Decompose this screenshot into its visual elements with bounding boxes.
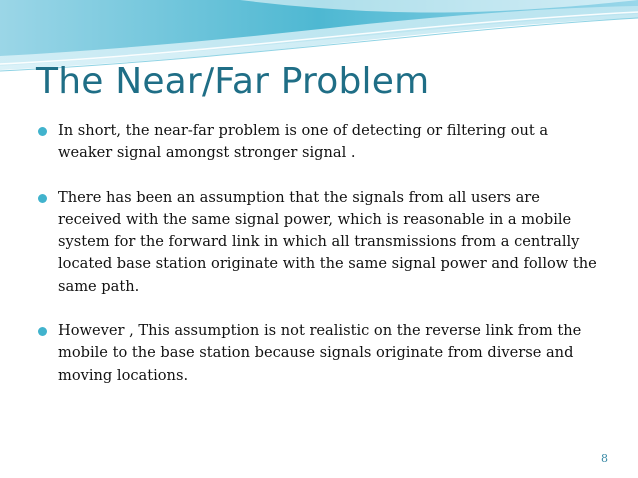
slide-title: The Near/Far Problem [36, 61, 430, 102]
bullet-dot-icon [38, 327, 47, 336]
bullet-text: In short, the near-far problem is one of detecting or filtering out a weaker signal amongst stronger signal . [58, 122, 549, 162]
bullet-dot-icon [38, 194, 47, 203]
bullet-text: There has been an assumption that the signals from all users are received with the same signal power, which is reasonable in a mobile system for the forward link in which all transmissions from a centrally located base station originate with the same signal power and follow the same path. [58, 188, 597, 295]
bullet-list [38, 120, 598, 409]
bullet-text: However , This assumption is not realistic on the reverse link from the mobile to the base station because signals originate from diverse and moving locations. [58, 322, 582, 384]
bullet-item [38, 120, 598, 165]
bullet-item [38, 320, 598, 387]
page-number: 8 [601, 452, 608, 465]
bullet-item [38, 187, 598, 298]
bullet-dot-icon [38, 127, 47, 136]
